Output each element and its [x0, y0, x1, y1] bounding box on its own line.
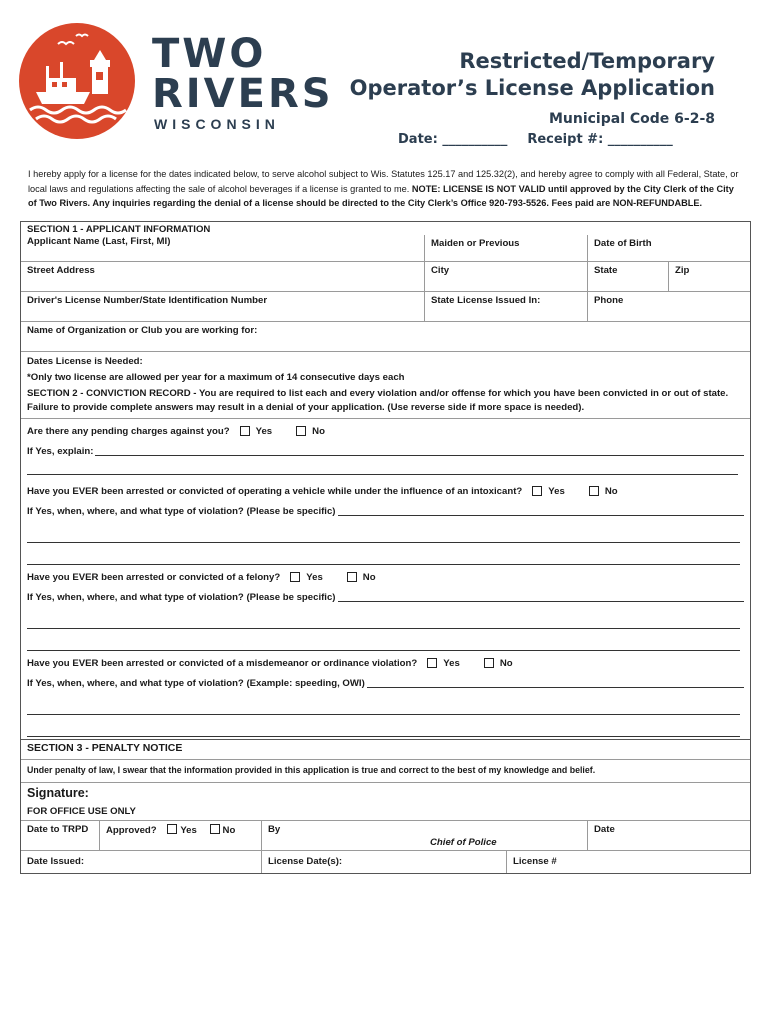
- q2-explain-input[interactable]: [338, 507, 744, 516]
- q1-yes-label: Yes: [255, 425, 273, 437]
- q1-no-label: No: [312, 425, 325, 437]
- date-issued-field[interactable]: Date Issued:: [27, 856, 85, 867]
- lighthouse-ship-icon: [18, 22, 136, 140]
- date-receipt-line: [398, 132, 673, 147]
- q4-blank-line-1[interactable]: [27, 693, 740, 715]
- date-field[interactable]: Date: __________: [398, 132, 508, 147]
- signature-field[interactable]: Signature:: [27, 786, 89, 800]
- date-of-birth-field[interactable]: Date of Birth: [587, 235, 750, 261]
- city-logo: [18, 22, 136, 145]
- q4-explain-input[interactable]: [367, 679, 744, 688]
- maiden-name-field[interactable]: Maiden or Previous: [424, 235, 587, 261]
- q1-yes-checkbox[interactable]: [240, 426, 250, 436]
- state-field[interactable]: State: [587, 262, 668, 291]
- q2-no-checkbox[interactable]: [589, 486, 599, 496]
- drivers-license-field[interactable]: Driver's License Number/State Identification Number: [27, 295, 268, 306]
- q3-explain-input[interactable]: [338, 593, 744, 602]
- q2-label: Have you EVER been arrested or convicted of operating a vehicle while under the influence of an intoxicant?: [27, 485, 523, 497]
- q3-explain-row: [21, 587, 750, 607]
- q1-no-checkbox[interactable]: [296, 426, 306, 436]
- date-to-trpd-field[interactable]: Date to TRPD: [27, 824, 89, 835]
- q4-yes-checkbox[interactable]: [427, 658, 437, 668]
- section3: [21, 739, 750, 804]
- q3-yes-label: Yes: [306, 571, 323, 583]
- by-field[interactable]: [261, 821, 587, 850]
- section2-heading: SECTION 2 - CONVICTION RECORD - You are required to list each and every violation and/or offense for which you have been convicted in or out of state. Failure to provide complete answers may result in a denial of your application. (Use reverse side if more space is needed).: [27, 388, 729, 413]
- dates-note: *Only two license are allowed per year for a maximum of 14 consecutive days each: [27, 372, 405, 383]
- brand-wordmark: [152, 31, 334, 132]
- dates-needed-label: Dates License is Needed:: [27, 356, 143, 367]
- license-number-field[interactable]: License #: [506, 851, 750, 873]
- q2-explain-row: [21, 501, 750, 521]
- application-form: [20, 221, 751, 874]
- q3-blank-line-2[interactable]: [27, 629, 740, 651]
- q2-blank-line-2[interactable]: [27, 543, 740, 565]
- approved-yes-checkbox[interactable]: [167, 824, 177, 834]
- approved-yes-label: Yes: [180, 825, 197, 836]
- state-issued-field[interactable]: State License Issued In:: [424, 292, 587, 321]
- q1-blank-line[interactable]: [27, 461, 738, 475]
- office-use: [21, 804, 750, 873]
- q2-no-label: No: [604, 485, 618, 497]
- organization-field[interactable]: Name of Organization or Club you are working for:: [27, 325, 258, 336]
- q2-explain-label: If Yes, when, where, and what type of violation? (Please be specific): [27, 505, 336, 517]
- q4-no-checkbox[interactable]: [484, 658, 494, 668]
- q1-row: [21, 421, 750, 441]
- q3-blank-line-1[interactable]: [27, 607, 740, 629]
- q4-yes-label: Yes: [443, 657, 460, 669]
- brand-line-2: RIVERS: [152, 71, 334, 117]
- q3-explain-label: If Yes, when, where, and what type of violation? (Please be specific): [27, 591, 336, 603]
- dates-needed-field[interactable]: [21, 352, 750, 386]
- q3-no-checkbox[interactable]: [347, 572, 357, 582]
- municipal-code: Municipal Code 6-2-8: [548, 111, 715, 127]
- q1-explain-label: If Yes, explain:: [27, 445, 94, 457]
- intro-note: NOTE: LICENSE IS NOT VALID until approved by the City Clerk of the City of Two Rivers. Any inquiries regarding the denial of a license should be directed to the City Clerk’s Office 920-793-5526. Fees paid are NON-REFUNDABLE.: [28, 183, 734, 208]
- q2-yes-label: Yes: [548, 485, 565, 497]
- by-label: By: [268, 824, 281, 835]
- approved-field: [99, 821, 261, 850]
- q3-no-label: No: [362, 571, 376, 583]
- section1: [21, 222, 750, 386]
- title-line-2: Operator’s License Application: [349, 76, 715, 100]
- section3-heading: SECTION 3 - PENALTY NOTICE: [27, 742, 183, 754]
- license-dates-field[interactable]: License Date(s):: [261, 851, 506, 873]
- q2-row: [21, 481, 750, 501]
- office-heading: FOR OFFICE USE ONLY: [21, 804, 750, 820]
- q2-yes-checkbox[interactable]: [532, 486, 542, 496]
- q4-explain-row: [21, 673, 750, 693]
- receipt-field[interactable]: Receipt #: __________: [527, 132, 673, 147]
- brand-line-1: TWO: [152, 31, 267, 77]
- applicant-name-field[interactable]: Applicant Name (Last, First, MI): [27, 236, 171, 247]
- chief-of-police-label: Chief of Police: [430, 837, 497, 848]
- approved-label: Approved?: [106, 825, 157, 836]
- q3-yes-checkbox[interactable]: [290, 572, 300, 582]
- intro-paragraph: [28, 167, 744, 211]
- zip-field[interactable]: Zip: [668, 262, 750, 291]
- section1-heading: SECTION 1 - APPLICANT INFORMATION: [21, 222, 750, 235]
- approved-no-label: No: [222, 825, 236, 836]
- q1-label: Are there any pending charges against you?: [27, 425, 230, 437]
- q4-no-label: No: [499, 657, 513, 669]
- q1-explain-row: [21, 441, 750, 461]
- q3-row: [21, 567, 750, 587]
- city-field[interactable]: City: [424, 262, 587, 291]
- section2: [21, 386, 750, 737]
- street-address-field[interactable]: Street Address: [27, 265, 95, 276]
- intro-text: I hereby apply for a license for the dates indicated below, to serve alcohol subject to Wis. Statutes 125.17 and 125.32(2), and hereby agree to comply with all Federal, State, or local laws and regulations affecting the sale of alcohol beverages if a license is granted to me.: [28, 169, 739, 194]
- q3-label: Have you EVER been arrested or convicted of a felony?: [27, 571, 281, 583]
- q4-label: Have you EVER been arrested or convicted of a misdemeanor or ordinance violation?: [27, 657, 418, 669]
- q4-explain-label: If Yes, when, where, and what type of violation? (Example: speeding, OWI): [27, 677, 365, 689]
- phone-field[interactable]: Phone: [587, 292, 750, 321]
- penalty-notice: Under penalty of law, I swear that the information provided in this application is true and correct to the best of my knowledge and belief.: [27, 765, 596, 775]
- approved-no-checkbox[interactable]: [210, 824, 220, 834]
- q4-blank-line-2[interactable]: [27, 715, 740, 737]
- q4-row: [21, 653, 750, 673]
- q2-blank-line-1[interactable]: [27, 521, 740, 543]
- approval-date-field[interactable]: Date: [587, 821, 750, 850]
- title-line-1: Restricted/Temporary: [459, 49, 715, 73]
- brand-line-3: WISCONSIN: [154, 116, 280, 132]
- q1-explain-input[interactable]: [95, 447, 744, 456]
- form-title: [350, 48, 715, 127]
